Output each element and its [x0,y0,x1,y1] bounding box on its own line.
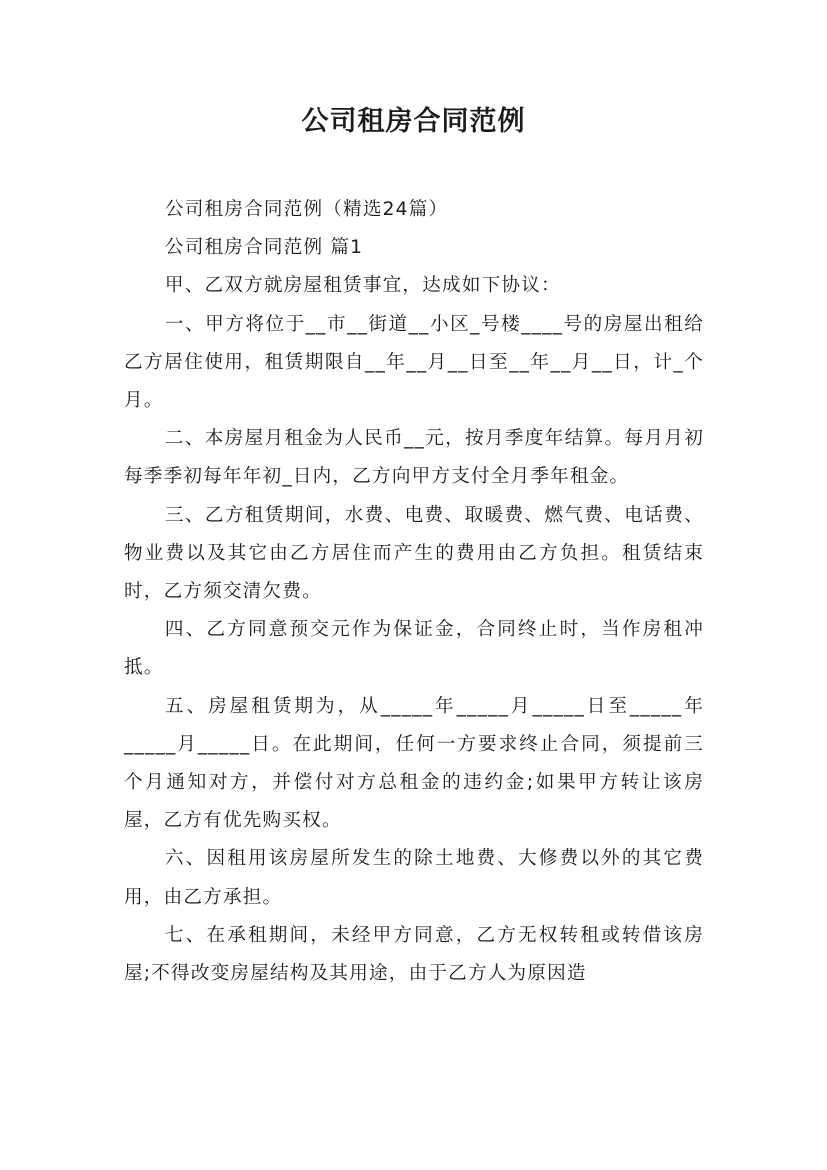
paragraph-clause-1: 一、甲方将位于__市__街道__小区_号楼____号的房屋出租给乙方居住使用，租赁期限自__年__月__日至__年__月__日，计_个月。 [124,313,704,412]
paragraph-clause-7: 七、在承租期间，未经甲方同意，乙方无权转租或转借该房屋;不得改变房屋结构及其用途，由于乙方人为原因造 [124,924,704,985]
paragraph-clause-5: 五、房屋租赁期为，从_____年_____月_____日至_____年_____月_____日。在此期间，任何一方要求终止合同，须提前三个月通知对方，并偿付对方总租金的违约金;如果甲方转让该房屋，乙方有优先购买权。 [124,695,704,832]
document-body [124,191,704,993]
paragraph-clause-6: 六、因租用该房屋所发生的除土地费、大修费以外的其它费用，由乙方承担。 [124,848,704,908]
paragraph-subtitle: 公司租房合同范例（精选24篇） [164,199,449,220]
paragraph-clause-2: 二、本房屋月租金为人民币__元，按月季度年结算。每月月初每季季初每年年初_日内，乙方向甲方支付全月季年租金。 [124,428,704,488]
paragraph-clause-3: 三、乙方租赁期间，水费、电费、取暖费、燃气费、电话费、物业费以及其它由乙方居住而产生的费用由乙方负担。租赁结束时，乙方须交清欠费。 [124,504,704,603]
paragraph-clause-4: 四、乙方同意预交元作为保证金，合同终止时，当作房租冲抵。 [124,619,704,679]
paragraph-section-heading: 公司租房合同范例 篇1 [164,237,364,259]
document-title: 公司租房合同范例 [301,106,526,137]
paragraph-intro: 甲、乙双方就房屋租赁事宜，达成如下协议： [164,275,561,297]
